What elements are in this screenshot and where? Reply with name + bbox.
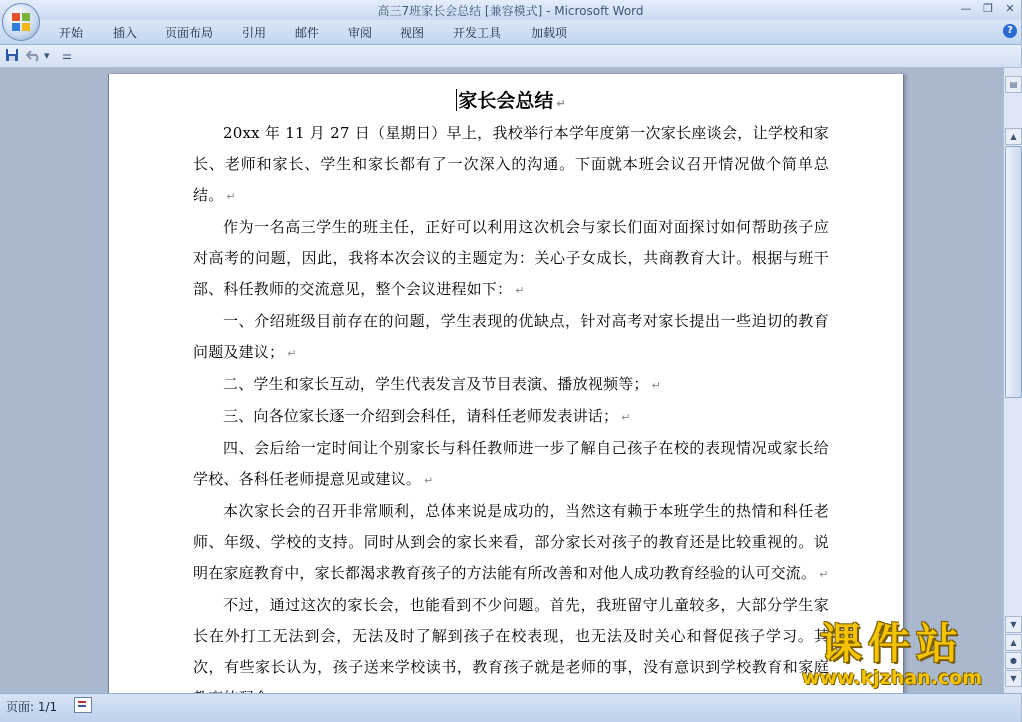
tab-page-layout[interactable]: 页面布局 <box>165 26 214 40</box>
document-area[interactable] <box>0 68 1003 693</box>
scroll-down-button[interactable]: ▼ <box>1005 616 1022 633</box>
paragraph: 一、介绍班级目前存在的问题，学生表现的优缺点，针对高考对家长提出一些迫切的教育问题及建议； ↵ <box>193 312 829 361</box>
tab-insert[interactable]: 插入 <box>113 26 138 40</box>
restore-button[interactable]: ❐ <box>983 2 993 15</box>
tab-home[interactable]: 开始 <box>59 26 84 40</box>
tab-references[interactable]: 引用 <box>242 26 267 40</box>
help-icon[interactable]: ? <box>1003 24 1017 38</box>
tab-developer[interactable]: 开发工具 <box>453 26 502 40</box>
document-title: 家长会总结 ↵ <box>458 90 566 112</box>
scroll-thumb[interactable] <box>1005 146 1022 398</box>
quick-access-toolbar <box>0 45 1021 68</box>
next-page-button[interactable]: ▼ <box>1005 670 1022 687</box>
scroll-up-button[interactable]: ▲ <box>1005 128 1022 145</box>
office-button[interactable] <box>2 3 40 41</box>
previous-page-button[interactable]: ▲ <box>1005 634 1022 651</box>
document-page[interactable] <box>108 74 904 714</box>
undo-icon[interactable] <box>26 48 42 64</box>
watermark-text: 课件站 <box>819 619 964 668</box>
watermark-url: www.kjzhan.com <box>801 667 983 689</box>
ruler-toggle-icon[interactable]: ▤ <box>1005 76 1022 93</box>
paragraph: 不过，通过这次的家长会，也能看到不少问题。首先，我班留守儿童较多，大部分学生家长在外打工无法到会，无法及时了解到孩子在校表现，也无法及时关心和督促孩子学习。其次，有些家长认为，孩子送来学校读书，教育孩子就是老师的事，没有意识到学校教育和家庭 <box>193 596 829 676</box>
paragraph: 二、学生和家长互动，学生代表发言及节目表演、播放视频等； ↵ <box>223 375 662 393</box>
tab-add-ins[interactable]: 加载项 <box>531 26 568 40</box>
paragraph: 三、向各位家长逐一介绍到会科任，请科任老师发表讲话； ↵ <box>223 407 631 425</box>
paragraph: 本次家长会的召开非常顺利，总体来说是成功的，当然这有赖于本班学生的热情和科任老师、年级、学校的支持。同时从到会的家长来看，部分家长对孩子的教育还是比较重视的。说明在家庭教育中，家长都渴求教育孩子的方法能有所改善和对他人成功教育经验的认可交流。 ↵ <box>193 502 829 582</box>
status-bar <box>0 693 1021 722</box>
proofing-icon[interactable] <box>74 697 92 713</box>
page-count-status[interactable]: 页面: 1/1 <box>6 700 58 714</box>
minimize-button[interactable]: — <box>960 2 972 15</box>
paragraph: 作为一名高三学生的班主任，正好可以利用这次机会与家长们面对面探讨如何帮助孩子应对高考的问题，因此，我将本次会议的主题定为：关心子女成长，共商教育大计。根据与班干部、科任教师的交流意见，整个会议进程如下： ↵ <box>193 218 829 298</box>
save-icon[interactable] <box>5 48 19 64</box>
undo-dropdown-icon[interactable]: ▾ <box>44 49 50 62</box>
browse-object-button[interactable]: ● <box>1005 652 1022 669</box>
tab-review[interactable]: 审阅 <box>348 26 373 40</box>
vertical-scrollbar[interactable] <box>1003 68 1022 693</box>
tab-view[interactable]: 视图 <box>400 26 425 40</box>
customize-toolbar-icon[interactable]: ⚌ <box>62 49 72 62</box>
window-title: 高三7班家长会总结 [兼容模式] - Microsoft Word <box>377 4 644 18</box>
document-body[interactable] <box>193 84 829 714</box>
title-bar <box>0 0 1021 20</box>
ribbon-tabs <box>0 20 1021 45</box>
paragraph: 四、会后给一定时间让个别家长与科任教师进一步了解自己孩子在校的表现情况或家长给学校、各科任老师提意见或建议。 ↵ <box>193 439 829 488</box>
paragraph: 20xx 年 11 月 27 日（星期日）早上，我校举行本学年度第一次家长座谈会，让学校和家长、老师和家长、学生和家长都有了一次深入的沟通。下面就本班会议召开情况做个简单总结。 ↵ <box>193 124 829 204</box>
office-logo-icon <box>12 13 30 31</box>
close-button[interactable]: ✕ <box>1005 2 1015 15</box>
tab-mailings[interactable]: 邮件 <box>295 26 320 40</box>
